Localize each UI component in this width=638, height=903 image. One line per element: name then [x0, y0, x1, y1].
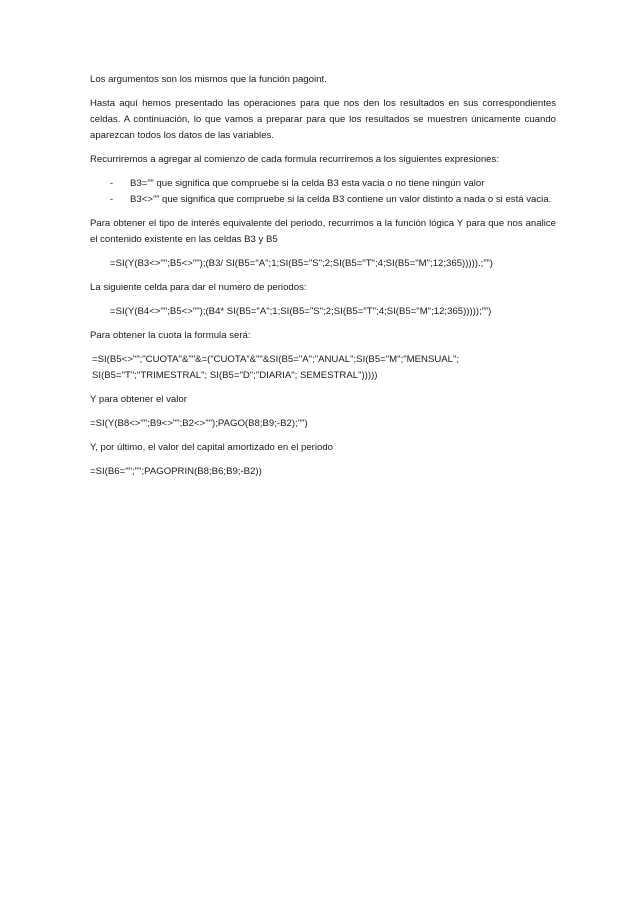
formula-periods: =SI(Y(B4<>"";B5<>"");(B4* SI(B5="A";1;SI(B5="S";2;SI(B5="T";4;SI(B5="M";12;365)))));””) — [110, 306, 492, 317]
list-dash: - — [110, 194, 114, 205]
formula-quota-line-1: =SI(B5<>"";"CUOTA"&""&=(”CUOTA”&""&SI(B5="A";"ANUAL";SI(B5="M";"MENSUAL"; — [92, 354, 460, 365]
paragraph-periods: La siguiente celda para dar el numero de periodos: — [90, 282, 307, 293]
formula-quota-line-2: SI(B5="T";"TRIMESTRAL"; SI(B5="D";"DIARIA"; SEMESTRAL"))))) — [92, 370, 378, 381]
paragraph-interest-type: Para obtener el tipo de interés equivalente del periodo, recurrimos a la función lógica Y para que nos analice el contenido existente en las celdas B3 y B5 — [90, 218, 556, 245]
document-body — [90, 72, 556, 488]
paragraph-intro: Hasta aquí hemos presentado las operaciones para que nos den los resultados en sus correspondientes celdas. A continuación, lo que vamos a preparar para que los resultados se muestren únicamente cuando aparezcan todos los datos de las variables. — [90, 98, 556, 141]
list-item-text: B3<>”” que significa que compruebe si la celda B3 contiene un valor distinto a nada o si está vacia. — [130, 194, 552, 205]
formula-capital: =SI(B6="";"";PAGOPRIN(B8;B6;B9;-B2)) — [90, 466, 262, 477]
expressions-list — [90, 176, 556, 208]
formula-value: =SI(Y(B8<>"";B9<>"";B2<>"");PAGO(B8;B9;-B2);"") — [90, 418, 308, 429]
paragraph-expressions: Recurriremos a agregar al comienzo de cada formula recurriremos a los siguientes expresiones: — [90, 154, 499, 165]
list-item-text: B3=”” que significa que compruebe si la celda B3 esta vacia o no tiene ningún valor — [130, 178, 485, 189]
paragraph-arguments: Los argumentos son los mismos que la función pagoint. — [90, 74, 327, 85]
list-item — [90, 176, 556, 192]
paragraph-quota: Para obtener la cuota la formula será: — [90, 330, 251, 341]
list-dash: - — [110, 178, 114, 189]
paragraph-capital: Y, por último, el valor del capital amortizado en el periodo — [90, 442, 334, 453]
formula-quota — [90, 352, 556, 384]
paragraph-value: Y para obtener el valor — [90, 394, 187, 405]
list-item — [90, 192, 556, 208]
formula-interest: =SI(Y(B3<>"";B5<>"");(B3/ SI(B5="A";1;SI(B5="S";2;SI(B5="T";4;SI(B5="M";12;365))))).;””) — [110, 258, 493, 269]
